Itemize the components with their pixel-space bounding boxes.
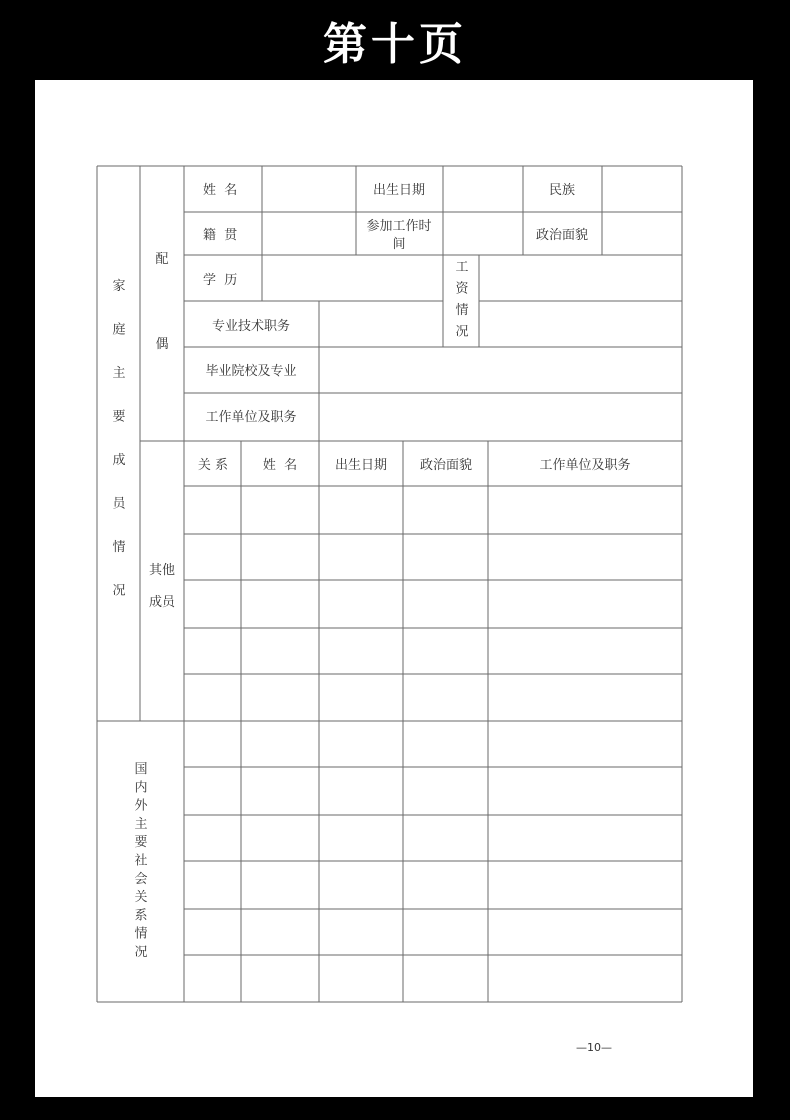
other-members-title-line2: 成员 xyxy=(148,595,176,610)
spouse-ethnicity-label: 民族 xyxy=(548,183,576,198)
header-birth: 出生日期 xyxy=(334,458,388,473)
page-title: 第十页 xyxy=(323,19,467,70)
spouse-name-label: 姓 名 xyxy=(203,183,238,198)
spouse-work-start-label-line2: 间 xyxy=(392,237,406,252)
header-name: 姓 名 xyxy=(262,458,298,473)
spouse-school-label: 毕业院校及专业 xyxy=(205,364,297,379)
page-title-banner xyxy=(0,0,790,80)
spouse-employer-label: 工作单位及职务 xyxy=(205,410,297,425)
social-section-title: 国内外主要社会关系情况 xyxy=(134,762,148,960)
header-employer: 工作单位及职务 xyxy=(539,458,631,473)
form-sheet xyxy=(35,80,753,1097)
form-table xyxy=(35,80,753,1097)
spouse-education-label: 学 历 xyxy=(203,273,238,288)
spouse-origin-label: 籍 贯 xyxy=(203,228,238,243)
salary-label: 工资情况 xyxy=(455,260,469,340)
spouse-birth-label: 出生日期 xyxy=(372,183,426,198)
spouse-work-start-label-line1: 参加工作时 xyxy=(366,219,432,234)
spouse-political-label: 政治面貌 xyxy=(535,228,589,243)
page-number: —10— xyxy=(576,1041,612,1054)
header-political: 政治面貌 xyxy=(419,458,473,473)
family-section-title: 家庭主要成员情况 xyxy=(112,279,126,599)
spouse-section-title: 配偶 xyxy=(155,252,169,352)
table-grid-lines xyxy=(97,166,682,1002)
spouse-tech-title-label: 专业技术职务 xyxy=(211,319,291,334)
header-relation: 关 系 xyxy=(197,458,229,473)
other-members-title-line1: 其他 xyxy=(148,563,176,578)
